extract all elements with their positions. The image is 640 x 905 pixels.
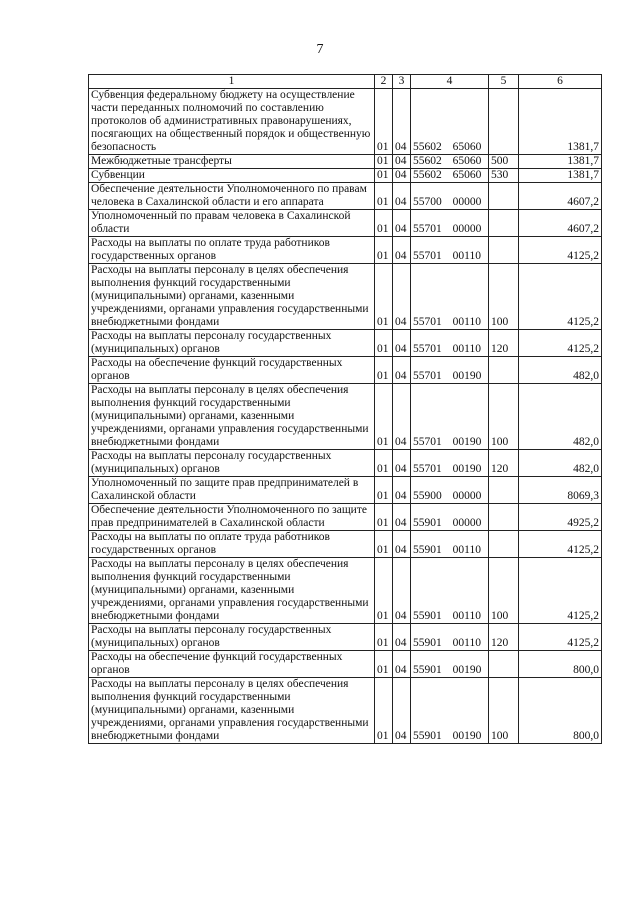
amount-value: 1381,7 <box>519 169 602 183</box>
subsection-code: 04 <box>393 357 411 384</box>
expense-type-code: 500 <box>489 155 519 169</box>
row-description: Расходы на выплаты персоналу в целях обеспечения выполнения функций государственными (муниципальными) органами, казенными учреждениями, органами управления государственными внебюджетными фондами <box>89 558 375 624</box>
target-article-code: 55901 00190 <box>411 678 489 744</box>
expense-type-code: 120 <box>489 624 519 651</box>
expense-type-code: 100 <box>489 384 519 450</box>
amount-value: 482,0 <box>519 384 602 450</box>
subsection-code: 04 <box>393 264 411 330</box>
table-row <box>89 531 602 558</box>
amount-value: 4607,2 <box>519 183 602 210</box>
amount-value: 1381,7 <box>519 155 602 169</box>
column-header: 5 <box>489 75 519 89</box>
section-code: 01 <box>375 531 393 558</box>
subsection-code: 04 <box>393 678 411 744</box>
subsection-code: 04 <box>393 169 411 183</box>
table-row <box>89 678 602 744</box>
amount-value: 4125,2 <box>519 264 602 330</box>
target-article-code: 55901 00110 <box>411 558 489 624</box>
target-article-code: 55602 65060 <box>411 155 489 169</box>
amount-value: 482,0 <box>519 450 602 477</box>
expense-type-code: 120 <box>489 450 519 477</box>
amount-value: 4125,2 <box>519 237 602 264</box>
expense-type-code <box>489 504 519 531</box>
section-code: 01 <box>375 651 393 678</box>
row-description: Расходы на выплаты персоналу государственных (муниципальных) органов <box>89 624 375 651</box>
subsection-code: 04 <box>393 210 411 237</box>
expense-type-code <box>489 651 519 678</box>
table-row <box>89 155 602 169</box>
table-row <box>89 504 602 531</box>
section-code: 01 <box>375 169 393 183</box>
budget-table <box>88 74 602 744</box>
row-description: Субвенции <box>89 169 375 183</box>
table-row <box>89 651 602 678</box>
section-code: 01 <box>375 504 393 531</box>
expense-type-code <box>489 357 519 384</box>
column-header: 4 <box>411 75 489 89</box>
amount-value: 4125,2 <box>519 558 602 624</box>
section-code: 01 <box>375 264 393 330</box>
subsection-code: 04 <box>393 477 411 504</box>
row-description: Расходы на выплаты персоналу в целях обеспечения выполнения функций государственными (муниципальными) органами, казенными учреждениями, органами управления государственными внебюджетными фондами <box>89 384 375 450</box>
subsection-code: 04 <box>393 450 411 477</box>
target-article-code: 55701 00190 <box>411 357 489 384</box>
amount-value: 4125,2 <box>519 624 602 651</box>
table-row <box>89 450 602 477</box>
section-code: 01 <box>375 183 393 210</box>
section-code: 01 <box>375 155 393 169</box>
subsection-code: 04 <box>393 155 411 169</box>
table-row <box>89 558 602 624</box>
section-code: 01 <box>375 477 393 504</box>
column-header: 1 <box>89 75 375 89</box>
expense-type-code <box>489 237 519 264</box>
target-article-code: 55901 00110 <box>411 624 489 651</box>
section-code: 01 <box>375 357 393 384</box>
row-description: Расходы на обеспечение функций государственных органов <box>89 651 375 678</box>
expense-type-code: 120 <box>489 330 519 357</box>
table-row <box>89 210 602 237</box>
target-article-code: 55602 65060 <box>411 89 489 155</box>
column-header: 2 <box>375 75 393 89</box>
table-row <box>89 384 602 450</box>
row-description: Расходы на обеспечение функций государственных органов <box>89 357 375 384</box>
row-description: Межбюджетные трансферты <box>89 155 375 169</box>
target-article-code: 55701 00190 <box>411 450 489 477</box>
row-description: Расходы на выплаты персоналу государственных (муниципальных) органов <box>89 450 375 477</box>
subsection-code: 04 <box>393 237 411 264</box>
amount-value: 4125,2 <box>519 531 602 558</box>
table-row <box>89 477 602 504</box>
row-description: Расходы на выплаты по оплате труда работников государственных органов <box>89 531 375 558</box>
column-header: 6 <box>519 75 602 89</box>
section-code: 01 <box>375 237 393 264</box>
target-article-code: 55901 00190 <box>411 651 489 678</box>
table-row <box>89 264 602 330</box>
amount-value: 800,0 <box>519 678 602 744</box>
table-row <box>89 357 602 384</box>
expense-type-code: 100 <box>489 264 519 330</box>
target-article-code: 55701 00190 <box>411 384 489 450</box>
subsection-code: 04 <box>393 651 411 678</box>
target-article-code: 55701 00000 <box>411 210 489 237</box>
section-code: 01 <box>375 384 393 450</box>
target-article-code: 55901 00110 <box>411 531 489 558</box>
amount-value: 4125,2 <box>519 330 602 357</box>
table-row <box>89 183 602 210</box>
subsection-code: 04 <box>393 330 411 357</box>
row-description: Обеспечение деятельности Уполномоченного по правам человека в Сахалинской области и его аппарата <box>89 183 375 210</box>
expense-type-code <box>489 183 519 210</box>
table-row <box>89 624 602 651</box>
row-description: Уполномоченный по защите прав предпринимателей в Сахалинской области <box>89 477 375 504</box>
section-code: 01 <box>375 210 393 237</box>
section-code: 01 <box>375 624 393 651</box>
subsection-code: 04 <box>393 558 411 624</box>
amount-value: 8069,3 <box>519 477 602 504</box>
table-row <box>89 169 602 183</box>
amount-value: 800,0 <box>519 651 602 678</box>
subsection-code: 04 <box>393 504 411 531</box>
amount-value: 1381,7 <box>519 89 602 155</box>
expense-type-code: 100 <box>489 558 519 624</box>
expense-type-code <box>489 210 519 237</box>
amount-value: 482,0 <box>519 357 602 384</box>
row-description: Обеспечение деятельности Уполномоченного по защите прав предпринимателей в Сахалинской области <box>89 504 375 531</box>
amount-value: 4607,2 <box>519 210 602 237</box>
section-code: 01 <box>375 558 393 624</box>
target-article-code: 55701 00110 <box>411 330 489 357</box>
row-description: Расходы на выплаты персоналу в целях обеспечения выполнения функций государственными (муниципальными) органами, казенными учреждениями, органами управления государственными внебюджетными фондами <box>89 678 375 744</box>
table-row <box>89 330 602 357</box>
expense-type-code: 530 <box>489 169 519 183</box>
target-article-code: 55900 00000 <box>411 477 489 504</box>
column-header: 3 <box>393 75 411 89</box>
expense-type-code <box>489 531 519 558</box>
target-article-code: 55701 00110 <box>411 264 489 330</box>
target-article-code: 55701 00110 <box>411 237 489 264</box>
row-description: Уполномоченный по правам человека в Сахалинской области <box>89 210 375 237</box>
subsection-code: 04 <box>393 89 411 155</box>
section-code: 01 <box>375 89 393 155</box>
row-description: Расходы на выплаты персоналу в целях обеспечения выполнения функций государственными (муниципальными) органами, казенными учреждениями, органами управления государственными внебюджетными фондами <box>89 264 375 330</box>
page-number: 7 <box>316 42 324 57</box>
table-row <box>89 89 602 155</box>
subsection-code: 04 <box>393 384 411 450</box>
table-row <box>89 237 602 264</box>
subsection-code: 04 <box>393 624 411 651</box>
expense-type-code <box>489 89 519 155</box>
target-article-code: 55700 00000 <box>411 183 489 210</box>
section-code: 01 <box>375 330 393 357</box>
section-code: 01 <box>375 678 393 744</box>
subsection-code: 04 <box>393 183 411 210</box>
target-article-code: 55901 00000 <box>411 504 489 531</box>
subsection-code: 04 <box>393 531 411 558</box>
row-description: Расходы на выплаты персоналу государственных (муниципальных) органов <box>89 330 375 357</box>
amount-value: 4925,2 <box>519 504 602 531</box>
expense-type-code: 100 <box>489 678 519 744</box>
target-article-code: 55602 65060 <box>411 169 489 183</box>
section-code: 01 <box>375 450 393 477</box>
table-header-row <box>89 75 602 89</box>
row-description: Субвенция федеральному бюджету на осуществление части переданных полномочий по составлению протоколов об административных правонарушениях, посягающих на общественный порядок и общественную безопасность <box>89 89 375 155</box>
row-description: Расходы на выплаты по оплате труда работников государственных органов <box>89 237 375 264</box>
expense-type-code <box>489 477 519 504</box>
